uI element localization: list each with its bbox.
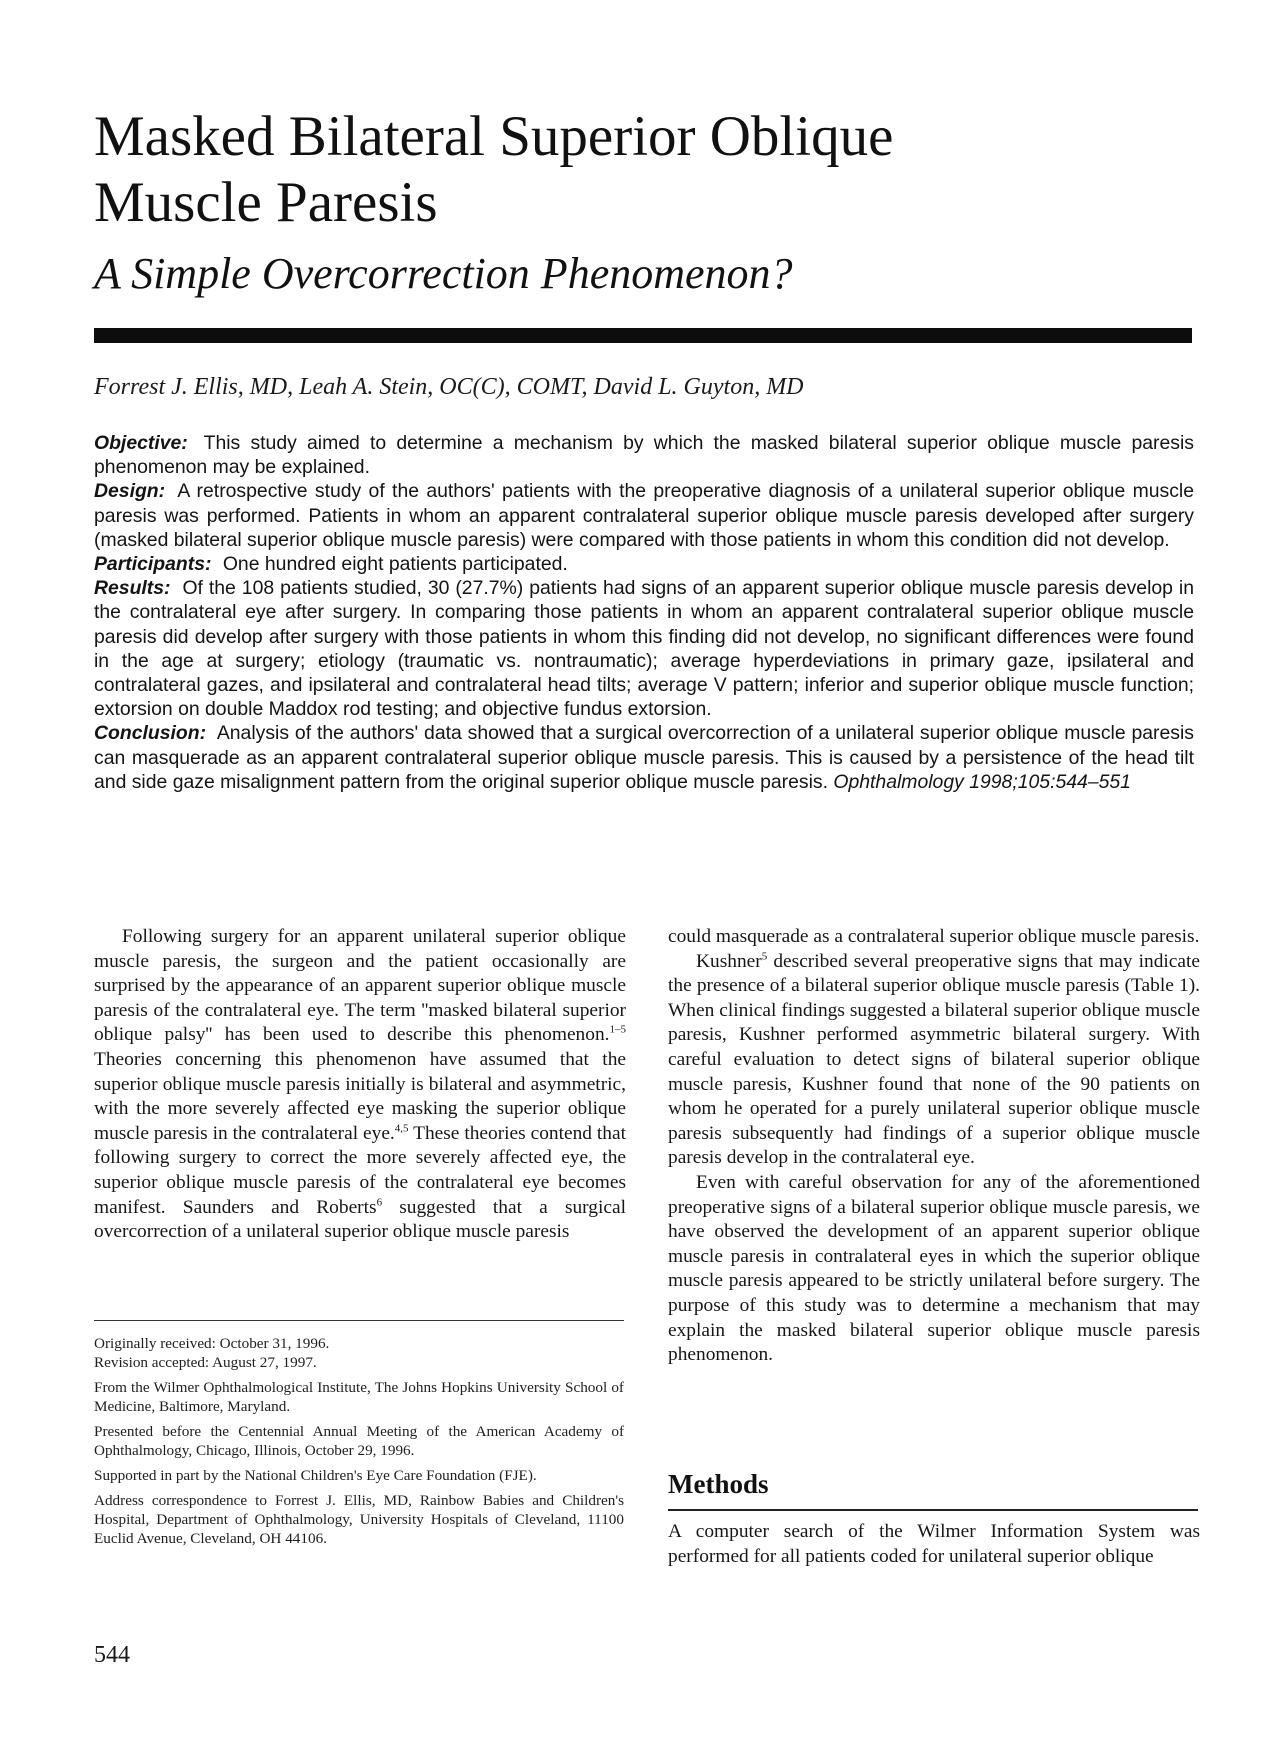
footnote-received: Originally received: October 31, 1996. — [94, 1335, 330, 1352]
results-text: Of the 108 patients studied, 30 (27.7%) patients had signs of an apparent superior oblique muscle paresis develop in the contralateral eye after surgery. In comparing those patients in whom an apparent contralateral superior oblique muscle paresis did develop after surgery with those patients in whom this finding did not develop, no significant differences were found in the age at surgery; etiology (traumatic vs. nontraumatic); average hyperdeviations in primary gaze, ipsilateral and contralateral gazes, and ipsilateral and contralateral head tilts; average V pattern; inferior and superior oblique muscle function; extorsion on double Maddox rod testing; and objective fundus extorsion. — [94, 577, 1194, 721]
continued-paragraph: could masquerade as a contralateral superior oblique muscle paresis. — [668, 926, 1200, 947]
title-line-1: Masked Bilateral Superior Oblique — [94, 105, 894, 168]
purpose-paragraph: Even with careful observation for any of the aforementioned preoperative signs of a bilateral superior oblique muscle paresis, we have observed the development of an apparent superior oblique muscle paresis in contralateral eyes in which the superior oblique muscle paresis appeared to be strictly unilateral before surgery. The purpose of this study was to determine a mechanism that may explain the masked bilateral superior oblique muscle paresis phenomenon. — [668, 1171, 1200, 1366]
methods-heading: Methods — [668, 1469, 769, 1499]
footnote-revision: Revision accepted: August 27, 1997. — [94, 1354, 317, 1371]
footnote-affiliation: From the Wilmer Ophthalmological Institute, The Johns Hopkins University School of Medicine, Baltimore, Maryland. — [94, 1379, 624, 1415]
results-label: Results: — [94, 577, 171, 600]
intro-text-d: suggested that a surgical overcorrection of a unilateral superior oblique muscle paresis — [94, 1196, 626, 1243]
abstract — [94, 431, 1194, 794]
conclusion-label: Conclusion: — [94, 722, 207, 745]
intro-text-b: Theories concerning this phenomenon have assumed that the superior oblique muscle paresis initially is bilateral and asymmetric, with the more severely affected eye masking the superior oblique muscle paresis in the contralateral eye. — [94, 1048, 626, 1144]
intro-paragraph — [94, 925, 626, 1245]
footnote-support: Supported in part by the National Children's Eye Care Foundation (FJE). — [94, 1467, 537, 1484]
footnote-correspondence: Address correspondence to Forrest J. Ellis, MD, Rainbow Babies and Children's Hospital, Department of Ophthalmology, University Hospitals of Cleveland, 11100 Euclid Avenue, Cleveland, OH 44106. — [94, 1492, 624, 1547]
author-line: Forrest J. Ellis, MD, Leah A. Stein, OC(C), COMT, David L. Guyton, MD — [94, 374, 804, 400]
article-subtitle: A Simple Overcorrection Phenomenon? — [94, 249, 793, 298]
intro-text-a: Following surgery for an apparent unilateral superior oblique muscle paresis, the surgeon and the patient occasionally are surprised by the appearance of an apparent superior oblique muscle paresis of the contralateral eye. The term ''masked bilateral superior oblique palsy'' has been used to describe this phenomenon. — [94, 926, 626, 1046]
ref-5: 5 — [761, 950, 768, 963]
footnotes — [94, 1334, 624, 1554]
abstract-objective — [94, 431, 1194, 479]
ref-6: 6 — [376, 1196, 383, 1209]
abstract-participants — [94, 552, 1194, 576]
journal-citation: Ophthalmology 1998;105:544–551 — [833, 770, 1131, 793]
objective-text: This study aimed to determine a mechanism by which the masked bilateral superior oblique muscle paresis phenomenon may be explained. — [94, 432, 1194, 479]
abstract-results — [94, 576, 1194, 721]
kushner-text-b: described several preoperative signs that may indicate the presence of a bilateral superior oblique muscle paresis (Table 1). When clinical findings suggested a bilateral superior oblique muscle paresis, Kushner performed asymmetric bilateral surgery. With careful evaluation to detect signs of bilateral superior oblique muscle paresis, Kushner found that none of the 90 patients on whom he operated for a purely unilateral superior oblique muscle paresis subsequently had findings of a superior oblique muscle paresis develop in the contralateral eye. — [668, 950, 1200, 1169]
participants-text: One hundred eight patients participated. — [222, 553, 568, 576]
kushner-paragraph — [668, 950, 1200, 1171]
title-rule — [94, 328, 1192, 343]
footnote-presented: Presented before the Centennial Annual Meeting of the American Academy of Ophthalmology, Chicago, Illinois, October 29, 1996. — [94, 1423, 624, 1459]
ref-1-5: 1–5 — [609, 1023, 626, 1036]
footnote-divider — [94, 1320, 624, 1321]
methods-rule — [668, 1509, 1198, 1511]
methods-paragraph: A computer search of the Wilmer Information System was performed for all patients coded for unilateral superior oblique — [668, 1521, 1200, 1567]
design-label: Design: — [94, 480, 166, 503]
kushner-text-a: Kushner — [696, 950, 762, 972]
title-line-2: Muscle Paresis — [94, 171, 438, 234]
ref-4-5: 4,5 — [394, 1122, 409, 1135]
body-column-right — [668, 925, 1200, 1368]
body-column-left — [94, 925, 626, 1245]
page-number: 544 — [94, 1642, 130, 1668]
objective-label: Objective: — [94, 432, 188, 454]
design-text: A retrospective study of the authors' patients with the preoperative diagnosis of a unilateral superior oblique muscle paresis was performed. Patients in whom an apparent contralateral superior oblique muscle paresis developed after surgery (masked bilateral superior oblique muscle paresis) were compared with those patients in whom this condition did not develop. — [94, 480, 1194, 551]
abstract-design — [94, 479, 1194, 552]
intro-text-c: These theories contend that following surgery to correct the more severely affected eye, the superior oblique muscle paresis of the contralateral eye becomes manifest. Saunders and Roberts — [94, 1122, 626, 1218]
abstract-conclusion — [94, 721, 1194, 794]
article-title — [94, 104, 1194, 236]
participants-label: Participants: — [94, 553, 212, 576]
conclusion-text: Analysis of the authors' data showed that a surgical overcorrection of a unilateral superior oblique muscle paresis can masquerade as an apparent contralateral superior oblique muscle paresis. This is caused by a persistence of the head tilt and side gaze misalignment pattern from the original superior oblique muscle paresis. — [94, 722, 1194, 793]
